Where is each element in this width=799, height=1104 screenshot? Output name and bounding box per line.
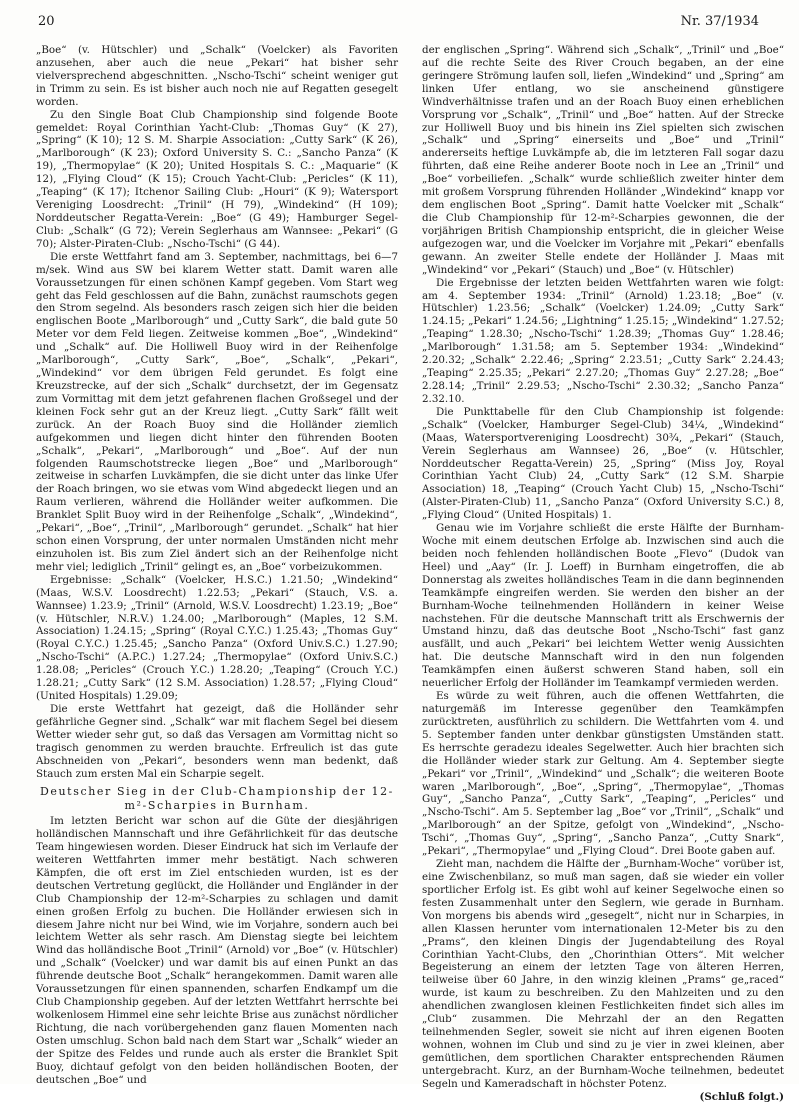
article-heading: Deutscher Sieg in der Club-Championship der 12-m²-Scharpies in Burnham. (39, 784, 395, 812)
page-number: 20 (38, 14, 55, 29)
paragraph-results-first-race: Ergebnisse: „Schalk“ (Voelcker, H.S.C.) 1.21.50; „Windekind“ (Maas, W.S.V. Loosdrecht) 1.22.53; „Pekari“ (Stauch, V.S. a. Wannsee) 1.23.9; „Trinil“ (Arnold, W.S.V. Loosdrecht) 1.23.19; „Boe“ (v. Hütschler, N.R.V.) 1.24.00; „Marlborough“ (Maples, 12 S.M. Association) 1.24.15; „Spring“ (Royal C.Y.C.) 1.25.43; „Thomas Guy“ (Royal C.Y.C.) 1.25.45; „Sancho Panza“ (Oxford Univ.S.C.) 1.27.90; „Nscho-Tschi“ (A.P.C.) 1.27.24; „Thermopylae“ (Oxford Univ.S.C.) 1.28.08; „Pericles“ (Crouch Y.C.) 1.28.20; „Teaping“ (Crouch Y.C.) 1.28.21; „Cutty Sark“ (12 S.M. Association) 1.28.57; „Flying Cloud“ (United Hospitals) 1.29.09; (36, 573, 398, 703)
paragraph-favorites: „Boe“ (v. Hütschler) und „Schalk“ (Voelcker) als Favoriten anzusehen, aber auch die neue „Pekari“ hat bisher sehr vielversprechend abgeschnitten. „Nscho-Tschi“ scheint weniger gut in Trimm zu sein. Es ist bisher auch noch nie auf Regatten gesegelt worden. (36, 44, 398, 108)
right-column (422, 44, 784, 1103)
paragraph-interim-summary: Zieht man, nachdem die Hälfte der „Burnham-Woche“ vorüber ist, eine Zwischenbilanz, so muß man sagen, daß sie wieder ein voller sportlicher Erfolg ist. Es gibt wohl auf keiner Segelwoche einen so festen Zusammenhalt unter den Seglern, wie gerade in Burnham. Von morgens bis abends wird „gesegelt“, nicht nur in Scharpies, in allen Klassen herunter vom internationalen 12-Meter bis zu den „Prams“, den kleinen Dingis der Jugendabteilung des Royal Corinthian Yacht-Clubs, den „Chorinthian Otters“. Mit welcher Begeisterung an einem der letzten Tage von älteren Herren, teilweise über 60 Jahre, in den winzig kleinen „Prams“ ge„raced“ wurde, ist kaum zu beschreiben. Zu den Mahlzeiten und zu den ahendlichen zwanglosen kleinen Festlichkeiten findet sich alles im „Club“ zusammen. Die Mehrzahl der an den Regatten teilnehmenden Segler, soweit sie nicht auf ihren eigenen Booten wohnen, wohnen im Club und sind zu je vier in zwei kleinen, aber gemütlichen, dem sportlichen Charakter entsprechenden Räumen untergebracht. Kurz, an der Burnham-Woche teilnehmen, bedeutet Segeln und Kameradschaft in höchster Potenz. (422, 858, 784, 1090)
paragraph-points-table: Die Punkttabelle für den Club Championship ist folgende: „Schalk“ (Voelcker, Hamburger Segel-Club) 34¼, „Windekind“ (Maas, Watersportvereniging Loosdrecht) 30¾, „Pekari“ (Stauch, Verein Seglerhaus am Wannsee) 26, „Boe“ (v. Hütschler, Norddeutscher Regatta-Verein) 25, „Spring“ (Miss Joy, Royal Corinthian Yacht Club) 24, „Cutty Sark“ (12 S.M. Sharpie Association) 18, „Teaping“ (Crouch Yacht Club) 15, „Nscho-Tschi“ (Alster-Piraten-Club) 11, „Sancho Panza“ (Oxford University S.C.) 8, „Flying Cloud“ (United Hospitals) 1. (422, 405, 784, 522)
paragraph-first-race-summary: Die erste Wettfahrt hat gezeigt, daß die Holländer sehr gefährliche Gegner sind. „Schalk“ war mit flachem Segel bei diesem Wetter wieder sehr gut, so daß das Versagen am Vormittag nicht so tragisch genommen zu werden brauchte. Erfreulich ist das gute Abschneiden von „Pekari“, besonders wenn man bedenkt, daß Stauch zum ersten Mal ein Scharpie segelt. (36, 703, 398, 780)
issue-number: Nr. 37/1934 (680, 14, 759, 29)
continued-note: (Schluß folgt.) (699, 1090, 784, 1103)
paragraph-first-race: Die erste Wettfahrt fand am 3. September, nachmittags, bei 6—7 m/sek. Wind aus SW bei klarem Wetter statt. Damit waren alle Voraussetzungen für einen schönen Kampf gegeben. Vom Start weg geht das Feld geschlossen auf die Bahn, zunächst raumschots gegen den Strom segelnd. Als besonders rasch zeigen sich hier die beiden englischen Boote „Marlborough“ und „Cutty Sark“, die bald gute 50 Meter vor dem Feld liegen. Zeitweise kommen „Boe“, „Windekind“ und „Schalk“ auf. Die Holliwell Buoy wird in der Reihenfolge „Marlborough“, „Cutty Sark“, „Boe“, „Schalk“, „Pekari“, „Windekind“ vor dem übrigen Feld gerundet. Es folgt eine Kreuzstrecke, auf der sich „Schalk“ durchsetzt, der im Gegensatz zum Vormittag mit dem jetzt gefahrenen flachen Großsegel und der kleinen Fock sehr gut an der Kreuz liegt. „Cutty Sark“ fällt weit zurück. An der Roach Buoy sind die Holländer ziemlich aufgekommen und liegen dicht hinter den führenden Booten „Schalk“, „Pekari“, „Marlborough“ und „Boe“. Auf der nun folgenden Raumschotstrecke liegen „Boe“ und „Marlborough“ zeitweise in scharfen Luvkämpfen, die sie dicht unter das linke Ufer der Roach bringen, wo sie etwas vom Wind abgedeckt liegen und an Raum verlieren, während die Holländer weiter aufkommen. Die Branklet Split Buoy wird in der Reihenfolge „Schalk“, „Windekind“, „Pekari“, „Boe“, „Trinil“, „Marlborough“ gerundet. „Schalk“ hat hier schon einen Vorsprung, der unter normalen Umständen nicht mehr einzuholen ist. Bis zum Ziel ändert sich an der Reihenfolge nicht mehr viel; lediglich „Trinil“ gelingt es, an „Boe“ vorbeizukommen. (36, 250, 398, 573)
paragraph-final-race: der englischen „Spring“. Während sich „Schalk“, „Trinil“ und „Boe“ auf die rechte Seite des River Crouch begaben, an der eine geringere Strömung laufen soll, liefen „Windekind“ und „Spring“ am linken Ufer entlang, wo sie anscheinend günstigere Windverhältnisse trafen und an der Roach Buoy einen erheblichen Vorsprung vor „Schalk“, „Trinil“ und „Boe“ hatten. Auf der Strecke zur Holliwell Buoy und bis hinein ins Ziel spielten sich zwischen „Schalk“ und „Spring“ einerseits und „Boe“ und „Trinil“ andererseits heftige Luvkämpfe ab, die im letzteren Fall sogar dazu führten, daß eine Reihe anderer Boote noch in Lee an „Trinil“ und „Boe“ vorbeiliefen. „Schalk“ wurde schließlich zweiter hinter dem mit großem Vorsprung führenden Holländer „Windekind“ knapp vor dem englischen Boot „Spring“. Damit hatte Voelcker mit „Schalk“ die Club Championship für 12-m²-Scharpies gewonnen, die der vorjährigen British Championship entspricht, die in gleicher Weise aufgezogen war, und die Voelcker im Vorjahre mit „Pekari“ ebenfalls gewann. An zweiter Stelle endete der Holländer J. Maas mit „Windekind“ vor „Pekari“ (Stauch) und „Boe“ (v. Hütschler) (422, 44, 784, 276)
paragraph-entries: Zu den Single Boat Club Championship sind folgende Boote gemeldet: Royal Corinthian Yacht-Club: „Thomas Guy“ (K 27), „Spring“ (K 10); 12 S. M. Sharpie Association: „Cutty Sark“ (K 26), „Marlborough“ (K 23); Oxford University S. C.: „Sancho Panza“ (K 19), „Thermopylae“ (K 20); United Hospitals S. C.: „Maquarie“ (K 12), „Flying Cloud“ (K 15); Crouch Yacht-Club: „Pericles“ (K 11), „Teaping“ (K 17); Itchenor Sailing Club: „Houri“ (K 9); Watersport Vereniging Loosdrecht: „Trinil“ (H 79), „Windekind“ (H 109); Norddeutscher Regatta-Verein: „Boe“ (G 49); Hamburger Segel-Club: „Schalk“ (G 72); Verein Seglerhaus am Wannsee: „Pekari“ (G 70); Alster-Piraten-Club: „Nscho-Tschi“ (G 44). (36, 108, 398, 250)
page-header (38, 14, 759, 32)
paragraph-open-races: Es würde zu weit führen, auch die offenen Wettfahrten, die naturgemäß im Interesse gegenüber den Teamkämpfen zurücktreten, ausführlich zu schildern. Die Wettfahrten vom 4. und 5. September fanden unter denkbar günstigsten Umständen statt. Es herrschte geradezu ideales Segelwetter. Auch hier brachten sich die Holländer wieder stark zur Geltung. Am 4. September siegte „Pekari“ vor „Trinil“, „Windekind“ und „Schalk“; die weiteren Boote waren „Marlborough“, „Boe“, „Spring“, „Thermopylae“, „Thomas Guy“, „Sancho Panza“, „Cutty Sark“, „Teaping“, „Pericles“ und „Nscho-Tschi“. Am 5. September lag „Boe“ vor „Trinil“, „Schalk“ und „Marlborough“ an der Spitze, gefolgt von „Windekind“, „Nscho-Tschi“, „Thomas Guy“, „Spring“, „Sancho Panza“, „Cutty Snark“, „Pekari“, „Thermopylae“ und „Flying Cloud“. Drei Boote gaben auf. (422, 690, 784, 858)
paragraph-german-victory: Im letzten Bericht war schon auf die Güte der diesjährigen holländischen Mannschaft und ihre Gefährlichkeit für das deutsche Team hingewiesen worden. Dieser Eindruck hat sich im Verlaufe der weiteren Wettfahrten immer mehr bestätigt. Nach schweren Kämpfen, die oft erst im Ziel entschieden wurden, ist es der deutschen Vertretung geglückt, die Holländer und Engländer in der Club Championship der 12-m²-Scharpies zu schlagen und damit einen großen Erfolg zu buchen. Die Holländer erwiesen sich in diesem Jahre nicht nur bei Wind, wie im Vorjahre, sondern auch bei leichtem Wetter als sehr rasch. Am Dienstag siegte bei leichtem Wind das holländische Boot „Trinil“ (Arnold) vor „Boe“ (v. Hütschler) und „Schalk“ (Voelcker) und war damit bis auf einen Punkt an das führende deutsche Boot „Schalk“ herangekommen. Damit waren alle Voraussetzungen für einen spannenden, scharfen Endkampf um die Club Championship gegeben. Auf der letzten Wettfahrt herrschte bei wolkenlosem Himmel eine sehr leichte Brise aus zunächst nördlicher Richtung, die nach vorübergehenden ganz flauen Momenten nach Osten umschlug. Schon bald nach dem Start war „Schalk“ wieder an der Spitze des Feldes und runde auch als erster die Branklet Spit Buoy, dichtauf gefolgt von den beiden holländischen Booten, der deutschen „Boe“ und (36, 815, 398, 1086)
paragraph-results-last-races: Die Ergebnisse der letzten beiden Wettfahrten waren wie folgt: am 4. September 1934: „Trinil“ (Arnold) 1.23.18; „Boe“ (v. Hütschler) 1.23.56; „Schalk“ (Voelcker) 1.24.09; „Cutty Sark“ 1.24.15; „Pekari“ 1.24.56; „Lightning“ 1.25.15; „Windekind“ 1.27.52; „Teaping“ 1.28.30; „Nscho-Tschi“ 1.28.39; „Thomas Guy“ 1.28.46; „Marlborough“ 1.31.58; am 5. September 1934: „Windekind“ 2.20.32; „Schalk“ 2.22.46; „Spring“ 2.23.51; „Cutty Sark“ 2.24.43; „Teaping“ 2.25.35; „Pekari“ 2.27.20; „Thomas Guy“ 2.27.28; „Boe“ 2.28.14; „Trinil“ 2.29.53; „Nscho-Tschi“ 2.30.32; „Sancho Panza“ 2.32.10. (422, 276, 784, 405)
left-column (36, 44, 398, 1086)
paragraph-outlook: Genau wie im Vorjahre schließt die erste Hälfte der Burnham-Woche mit einem deutschen Erfolge ab. Inzwischen sind auch die beiden noch fehlenden holländischen Boote „Flevo“ (Dudok van Heel) und „Aay“ (Ir. J. Loeff) in Burnham eingetroffen, die ab Donnerstag als zweites holländisches Team in die dann beginnenden Teamkämpfe eingreifen werden. Sie werden den bisher an der Burnham-Woche teilnehmenden Holländern in keiner Weise nachstehen. Für die deutsche Mannschaft tritt als Erschwernis der Umstand hinzu, daß das deutsche Boot „Nscho-Tschi“ fast ganz ausfällt, und auch „Pekari“ bei leichtem Wetter wenig Aussichten hat. Die deutsche Mannschaft wird in den nun folgenden Teamkämpfen einen äußerst schweren Stand haben, soll ein neuerlicher Erfolg der Holländer im Teamkampf vermieden werden. (422, 522, 784, 690)
